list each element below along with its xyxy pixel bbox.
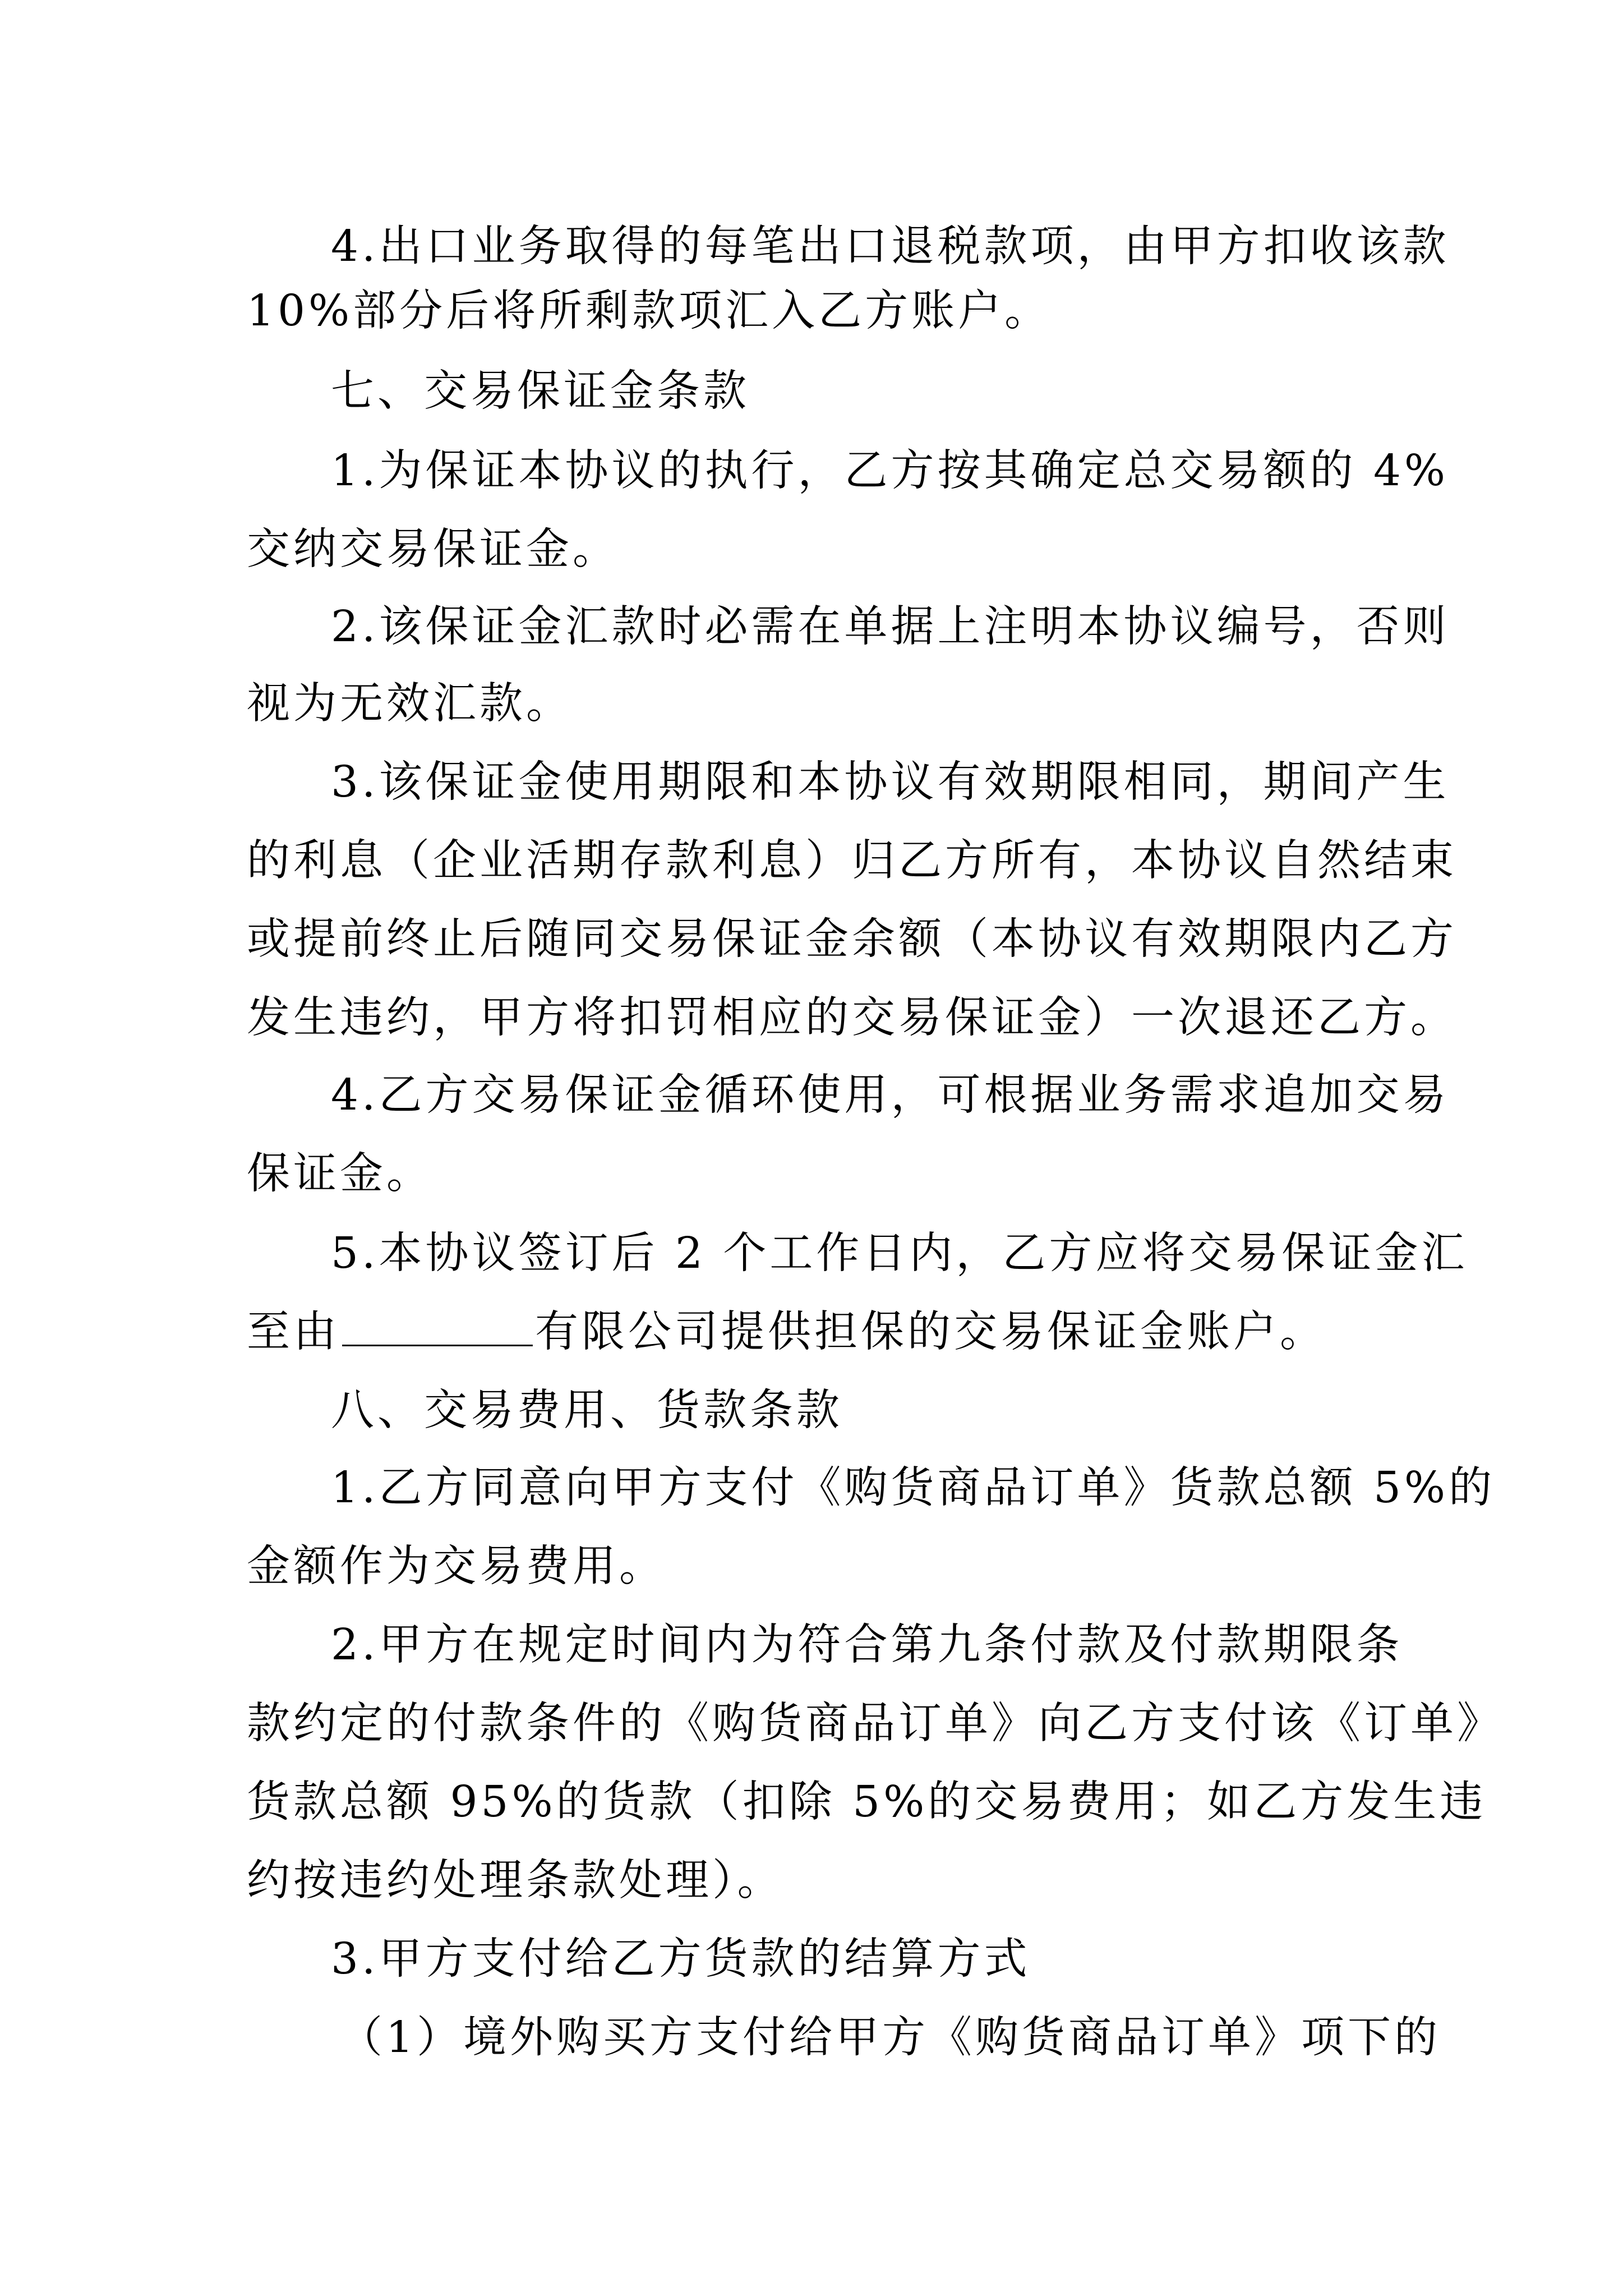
paragraph-line: 款约定的付款条件的《购货商品订单》向乙方支付该《订单》 <box>247 1699 1504 1749</box>
paragraph-line: 4.乙方交易保证金循环使用，可根据业务需求追加交易 <box>331 1070 1450 1120</box>
paragraph-line: 的利息（企业活期存款利息）归乙方所有，本协议自然结束 <box>247 836 1457 886</box>
paragraph-line: 交纳交易保证金。 <box>247 524 619 574</box>
paragraph-line: 3.甲方支付给乙方货款的结算方式 <box>331 1934 1031 1984</box>
paragraph-line: 视为无效汇款。 <box>247 679 573 729</box>
paragraph-line: 5.本协议签订后 2 个工作日内，乙方应将交易保证金汇 <box>331 1228 1468 1278</box>
paragraph-line: 保证金。 <box>247 1149 433 1199</box>
line-text-before-blank: 至由 <box>247 1307 340 1357</box>
paragraph-line: 2.该保证金汇款时必需在单据上注明本协议编号，否则 <box>331 602 1450 652</box>
line-text-after-blank: 有限公司提供担保的交易保证金账户。 <box>535 1307 1326 1357</box>
paragraph-line: 2.甲方在规定时间内为符合第九条付款及付款期限条 <box>331 1620 1403 1670</box>
fill-in-blank <box>342 1305 533 1346</box>
paragraph-line: （1）境外购买方支付给甲方《购货商品订单》项下的 <box>339 2013 1441 2063</box>
paragraph-line: 约按违约处理条款处理）。 <box>247 1856 784 1906</box>
paragraph-line: 3.该保证金使用期限和本协议有效期限相同，期间产生 <box>331 757 1450 807</box>
section-heading: 七、交易保证金条款 <box>331 366 750 416</box>
paragraph-line: 1.乙方同意向甲方支付《购货商品订单》货款总额 5%的 <box>331 1463 1496 1513</box>
paragraph-line: 发生违约，甲方将扣罚相应的交易保证金）一次退还乙方。 <box>247 993 1457 1043</box>
paragraph-line: 或提前终止后随同交易保证金余额（本协议有效期限内乙方 <box>247 914 1457 964</box>
paragraph-line: 4.出口业务取得的每笔出口退税款项，由甲方扣收该款 <box>331 222 1450 272</box>
paragraph-line-with-blank <box>247 1304 1326 1360</box>
section-heading: 八、交易费用、货款条款 <box>331 1386 843 1435</box>
paragraph-line: 10%部分后将所剩款项汇入乙方账户。 <box>247 286 1052 336</box>
paragraph-line: 货款总额 95%的货款（扣除 5%的交易费用；如乙方发生违 <box>247 1777 1487 1827</box>
paragraph-line: 1.为保证本协议的执行，乙方按其确定总交易额的 4% <box>331 446 1449 496</box>
paragraph-line: 金额作为交易费用。 <box>247 1542 666 1591</box>
